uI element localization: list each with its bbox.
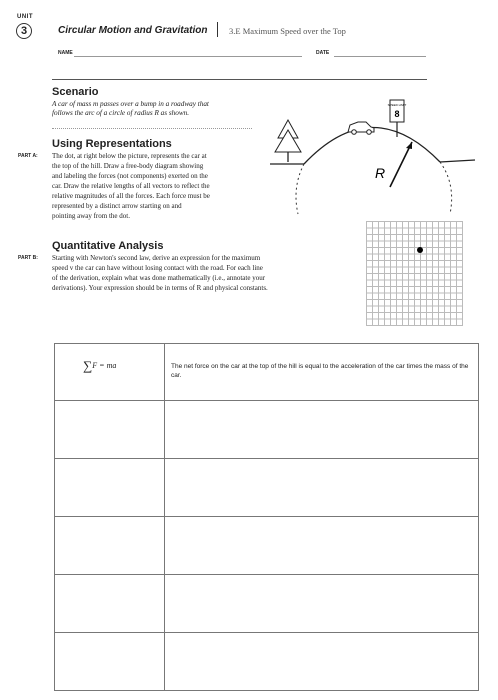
table-row — [55, 459, 479, 517]
date-field-line[interactable] — [334, 56, 426, 57]
equation-cell[interactable] — [55, 459, 165, 517]
scenario-heading: Scenario — [52, 86, 99, 98]
equation-cell[interactable] — [55, 575, 165, 633]
part-a-line: represented by a distinct arrow starting on and — [52, 202, 182, 210]
part-b-line: derivations). Your expression should be in terms of R and physical constants. — [52, 284, 268, 292]
equation-cell[interactable] — [55, 517, 165, 575]
part-a-line: The dot, at right below the picture, represents the car at — [52, 152, 207, 160]
radius-arrowhead — [406, 142, 412, 149]
part-a-line: car. Draw the relative lengths of all vectors to reflect the — [52, 182, 210, 190]
part-a-line: the top of the hill. Draw a free-body diagram showing — [52, 162, 204, 170]
part-a-label: PART A: — [18, 153, 38, 159]
annotation-cell[interactable] — [165, 401, 479, 459]
hill-illustration — [270, 92, 480, 217]
annotation-cell[interactable] — [165, 517, 479, 575]
table-row — [55, 517, 479, 575]
name-field-line[interactable] — [74, 56, 302, 57]
table-row — [55, 401, 479, 459]
scenario-line-2: follows the arc of a circle of radius R as shown. — [52, 109, 190, 117]
equation-cell[interactable] — [55, 633, 165, 691]
speed-limit-sign-icon — [388, 100, 407, 137]
tree-icon — [275, 120, 301, 162]
derivation-table — [54, 343, 479, 691]
sign-top-text: SPEED LIMIT — [387, 103, 407, 107]
scenario-divider — [52, 128, 252, 129]
title-separator — [217, 22, 218, 37]
equation-cell[interactable] — [55, 344, 165, 401]
unit-number-badge: 3 — [16, 23, 32, 39]
radius-arrow — [390, 142, 412, 187]
unit-label: UNIT — [17, 14, 33, 20]
part-a-line: and labeling the forces (not components) exerted on the — [52, 172, 208, 180]
part-a-text — [52, 151, 267, 221]
table-row — [55, 575, 479, 633]
part-b-label: PART B: — [18, 255, 38, 261]
annotation-cell[interactable] — [165, 575, 479, 633]
annotation-cell[interactable] — [165, 459, 479, 517]
name-label: NAME — [58, 50, 73, 56]
sum-symbol: ∑ — [83, 358, 93, 373]
part-b-line: speed v the car can have without losing contact with the road. For each line — [52, 264, 263, 272]
car-dot — [417, 247, 423, 253]
date-label: DATE — [316, 50, 330, 56]
table-row — [55, 633, 479, 691]
part-b-line: Starting with Newton's second law, derive an expression for the maximum — [52, 254, 261, 262]
free-body-grid[interactable] — [366, 221, 463, 326]
table-row — [55, 344, 479, 401]
scenario-line-1: A car of mass m passes over a bump in a roadway that — [52, 100, 209, 108]
part-a-line: pointing away from the dot. — [52, 212, 130, 220]
newton-equation: F = ma — [92, 361, 117, 370]
part-a-line: relative magnitudes of all the forces. Each force must be — [52, 192, 210, 200]
annotation-cell[interactable] — [165, 344, 479, 401]
header-rule — [52, 79, 427, 80]
unit-title: Circular Motion and Gravitation — [58, 25, 208, 36]
annotation-text: The net force on the car at the top of the hill is equal to the acceleration of the car times the mass of the car. — [171, 363, 469, 379]
equation-cell[interactable] — [55, 401, 165, 459]
analysis-heading: Quantitative Analysis — [52, 240, 164, 252]
annotation-cell[interactable] — [165, 633, 479, 691]
part-b-line: of the derivation, explain what was done mathematically (i.e., annotate your — [52, 274, 266, 282]
representations-heading: Using Representations — [52, 138, 172, 150]
car-icon — [348, 122, 374, 134]
radius-label: R — [375, 165, 386, 181]
topic-title: 3.E Maximum Speed over the Top — [229, 26, 346, 36]
part-b-text — [52, 253, 352, 293]
sign-number: 8 — [394, 109, 400, 119]
